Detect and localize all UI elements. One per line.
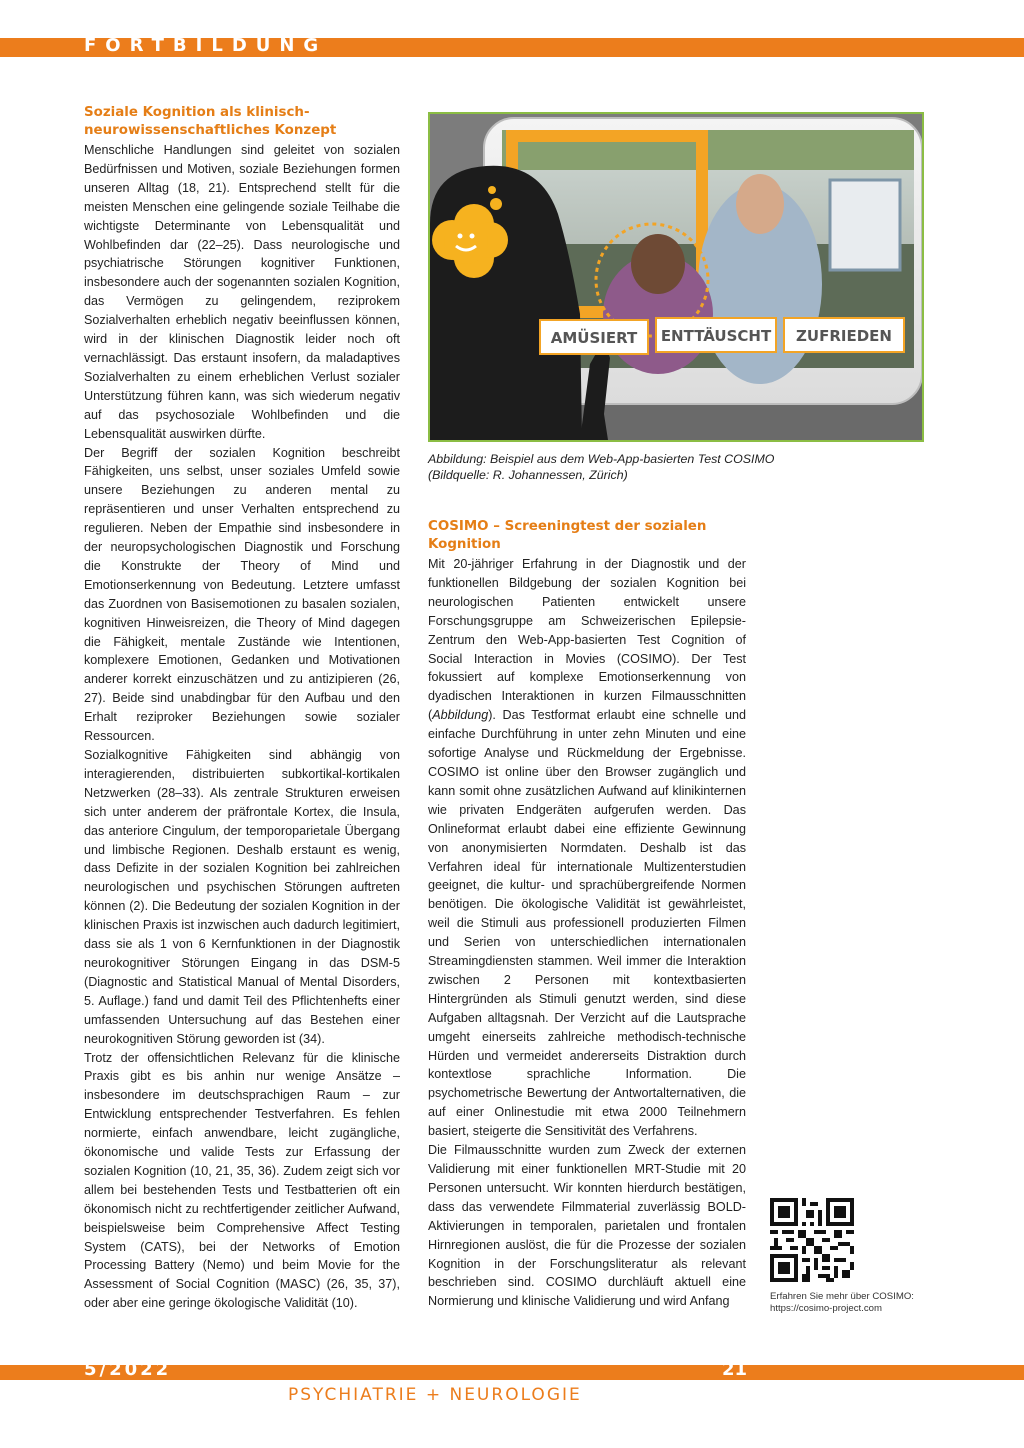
section-label: FORTBILDUNG [84, 35, 328, 56]
text-run: ). Das Testformat erlaubt eine schnelle und einfache Durchführung in unter zehn Minuten und eine sofortige Analyse und Rückmeldung der Ergebnisse. COSIMO ist online über den Browser zugänglich und kann somit ohne zusätzlichen Aufwand auf klinikinternen wie privaten Endgeräten aufgerufen werden. Das Onlineformat erlaubt dabei eine effiziente Gewinnung von anonymisierten Normdaten. Deshalb ist das Verfahren ideal für internationale Multizenterstudien geeignet, die kultur- und sprachübergreifende Normen benötigen. Die ökologische Validität ist gewährleistet, weil die Stimuli aus professionell produzierten Filmen und Serien von unterschiedlichen internationalen Streamingdiensten stammen. Weil immer die Interaktion zwischen 2 Personen mit kontextbasierten Hintergründen als Stimuli genutzt werden, sind diese Aufgaben alltagsnah. Der Verzicht auf die Lautsprache umgeht einerseits zahlreiche methodisch-technische Hürden und vermeidet andererseits Distraktion durch kontextlose sprachliche Information. Die psychometrische Bewertung der Antwortalternativen, die auf einer Onlinestudie mit etwa 2000 Teilnehmern basiert, steigerte die Sensitivität des Verfahrens. [428, 708, 746, 1139]
answer-label: AMÜSIERT [550, 329, 638, 347]
answer-button-amuesiert[interactable] [540, 320, 648, 354]
paragraph: Der Begriff der sozialen Kognition beschreibt Fähigkeiten, uns selbst, unser soziales Umfeld sowie unsere Beziehungen zu anderen mental zu repräsentieren und unser Verhalten entsprechend zu regulieren. Neben der Empathie sind insbesondere in der neuropsychologischen Diagnostik und Forschung die Konstrukte der Theory of Mind und Emotionserkennung von Bedeutung. Letztere umfasst das Zuordnen von Basisemotionen zu basalen sozialen, kognitiven Hinweisreizen, die Theory of Mind dagegen die Fähigkeit, mentale Zustände wie Intentionen, komplexere Emotionen, Gedanken und Motivationen anderer korrekt einzuschätzen und zu antizipieren (26, 27). Beide sind unabdingbar für den Aufbau und den Erhalt reziproker Beziehungen sowie sozialer Ressourcen. [84, 445, 400, 744]
text-run: Mit 20-jähriger Erfahrung in der Diagnostik und der funktionellen Bildgebung der sozialen Kognition bei neurologischen Patienten entwickelt unsere Forschungsgruppe am Schweizerischen Epilepsie-Zentrum den Web-App-basierten Test Cognition of Social Interaction in Movies (COSIMO). Der Test fokussiert auf komplexe Emotionserkennung von dyadischen Interaktionen in kurzen Filmausschnitten ( [428, 557, 746, 723]
paragraph [428, 555, 746, 1141]
right-column [428, 518, 746, 1311]
qr-caption-url[interactable]: https://cosimo-project.com [770, 1302, 882, 1314]
caption-line: Abbildung: Beispiel aus dem Web-App-basierten Test COSIMO [428, 452, 775, 466]
answer-button-zufrieden[interactable] [784, 318, 904, 352]
cosimo-figure [428, 112, 924, 442]
paragraph: Trotz der offensichtlichen Relevanz für die klinische Praxis gibt es bis anhin nur wenige Ansätze – insbesondere im deutschsprachigen Raum – zur Entwicklung entsprechender Testverfahren. Es fehlen normierte, einfach anwendbare, leicht zugängliche, ökonomische und valide Tests zur Erfassung der sozialen Kognition (10, 21, 35, 36). Zudem zeigt sich vor allem bei bestehenden Tests und Testbatterien oft ein ökonomisch nicht zu rechtfertigender zeitlicher Aufwand, beispielsweise beim Comprehensive Affect Testing System (CATS), bei der Networks of Emotion Processing Battery (Nemo) und beim Movie for the Assessment of Social Cognition (MASC) (26, 35, 37), oder aber eine geringe ökologische Validität (10). [84, 1050, 400, 1311]
man-head [736, 174, 784, 234]
issue-number: 5/2022 [84, 1359, 172, 1380]
figure-caption [428, 451, 828, 483]
qr-caption-text: Erfahren Sie mehr über COSIMO: [770, 1291, 914, 1302]
figure-reference: Abbildung [432, 708, 489, 723]
paragraph: Die Filmausschnitte wurden zum Zweck der externen Validierung mit einer funktionellen MRT-Studie mit 20 Personen untersucht. Wir konnten hierdurch bestätigen, dass das verwendete Filmmaterial zuverlässig BOLD-Aktivierungen in temporalen, parietalen und frontalen Hirnregionen auslöst, die für die Prozesse der sozialen Kognition in der Forschungsliteratur als relevant beschrieben sind. COSIMO durchläuft aktuell eine Normierung und klinische Validierung und wird Anfang [428, 1143, 746, 1309]
section-heading: COSIMO – Screeningtest der sozialen Kognition [428, 519, 707, 552]
woman-head [631, 234, 685, 294]
figure-illustration [430, 114, 922, 440]
answer-label: ENTTÄUSCHT [660, 327, 772, 345]
answer-button-enttaeuscht[interactable] [656, 318, 776, 352]
paragraph: Sozialkognitive Fähigkeiten sind abhängig von interagierenden, distribuierten subkortikal-kortikalen Netzwerken (28–33). Als zentrale Strukturen erweisen sich unter anderem der präfrontale Kortex, die Insula, das anteriore Cingulum, der temporoparietale Übergang und limbische Regionen. Deshalb erstaunt es wenig, dass Defizite in der sozialen Kognition bei zahlreichen neurologischen und psychischen Störungen auftreten können (2). Die Bedeutung der sozialen Kognition in der klinischen Praxis ist inzwischen auch dadurch legitimiert, dass sie als 1 von 6 Kernfunktionen in der Diagnostik neurokognitiver Störungen Eingang in das DSM-5 (Diagnostic and Statistical Manual of Mental Disorders, 5. Auflage.) fand und damit Teil des Pflichtenhefts einer umfassenden Untersuchung auf das Bestehen einer neurokognitiven Störung geworden ist (34). [84, 748, 400, 1046]
left-column [84, 104, 400, 1313]
paragraph: Menschliche Handlungen sind geleitet von sozialen Bedürfnissen und Motiven, soziale Beziehungen formen unseren Alltag (18, 21). Entsprechend stellt für die meisten Menschen eine gelingende soziale Teilhabe die wichtigste Determinante von Lebensqualität und Wohlbefinden dar (22–25). Dass neurologische und psychiatrische Störungen kognitiver Funktionen, insbesondere auch der sogenannten sozialen Kognition, das Vermögen zu gelingendem, reziprokem Sozialverhalten erheblich negativ beeinflussen können, wird in der klinischen Diagnostik leider noch oft vernachlässigt. Das erstaunt insofern, da maladaptives Sozialverhalten zu einem erheblichen Verlust sozialer Unterstützung führen kann, was sich wiederum negativ auf das psychosoziale Wohlbefinden und die Lebensqualität auswirken dürfte. [84, 143, 400, 441]
section-heading: Soziale Kognition als klinisch-neurowissenschaftliches Konzept [84, 105, 337, 138]
qr-code-icon[interactable] [770, 1198, 854, 1282]
qr-caption [770, 1291, 940, 1314]
info-board [830, 180, 900, 270]
caption-source: (Bildquelle: R. Johannessen, Zürich) [428, 468, 628, 482]
answer-label: ZUFRIEDEN [796, 327, 892, 345]
journal-name: PSYCHIATRIE + NEUROLOGIE [288, 1385, 582, 1405]
page-number: 21 [722, 1359, 748, 1380]
